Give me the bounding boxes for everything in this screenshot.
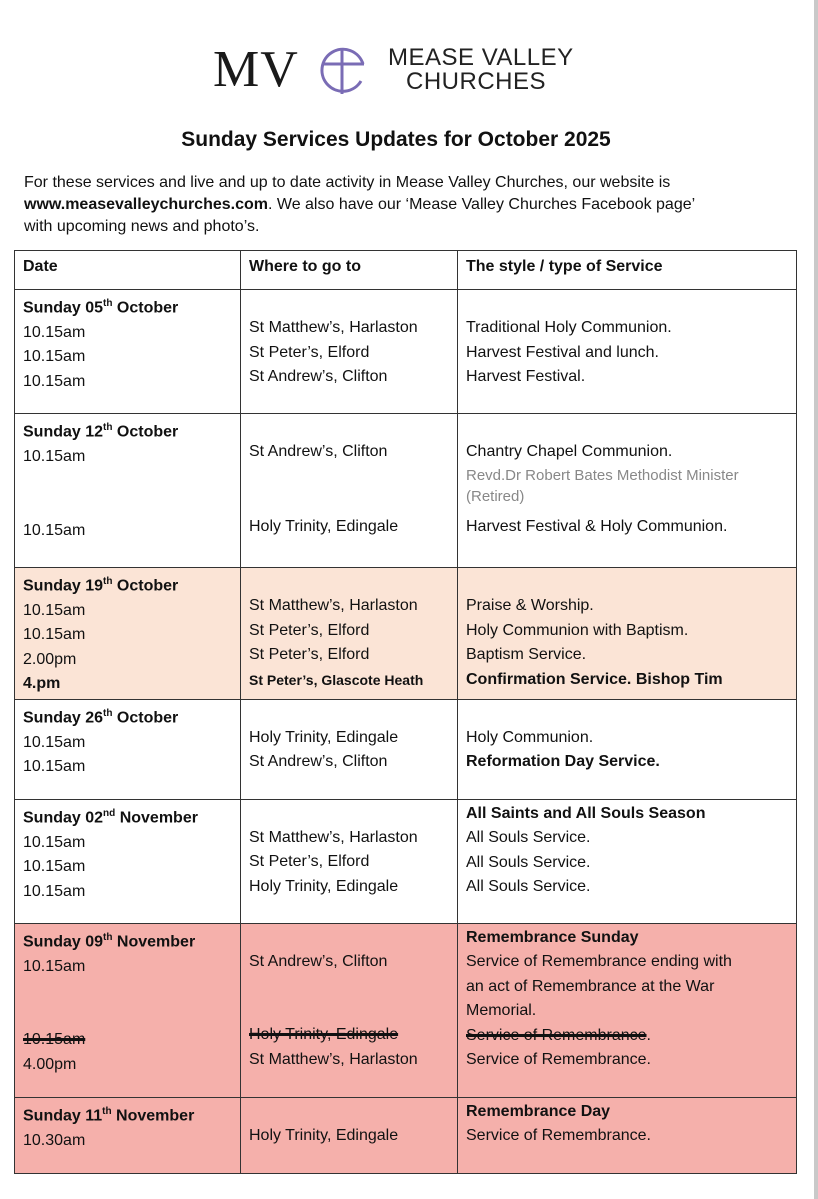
cancelled-place: Holy Trinity, Edingale [249, 1026, 399, 1044]
place: St Peter’s, Elford [249, 343, 370, 361]
place-cell [241, 923, 458, 1097]
place: St Peter’s, Elford [249, 853, 370, 871]
intro-text-2: . We also have our ‘Mease Valley Churches Facebook page’ [267, 196, 696, 213]
time: 10.15am [23, 348, 86, 366]
period: . [646, 1026, 651, 1044]
service: Reformation Day Service. [466, 753, 660, 771]
header-date: Date [15, 251, 241, 290]
section-heading: Remembrance Day [466, 1102, 611, 1120]
service: Harvest Festival & Holy Communion. [466, 517, 728, 535]
time: 10.15am [23, 758, 86, 776]
intro-paragraph [24, 172, 784, 238]
time: 10.15am [23, 858, 86, 876]
logo-line-2: CHURCHES [406, 68, 547, 95]
place: St Peter’s, Elford [249, 621, 370, 639]
service: Baptism Service. [466, 646, 587, 663]
date-heading: Sunday 12th October [23, 422, 179, 441]
service: Traditional Holy Communion. [466, 319, 672, 336]
place: St Matthew’s, Harlaston [249, 597, 418, 614]
service-cell [458, 923, 797, 1097]
table-row [15, 568, 797, 700]
page-edge-scrollbar [814, 0, 818, 1199]
table-row [15, 1097, 797, 1173]
intro-text-1: For these services and live and up to date activity in Mease Valley Churches, our website is [24, 174, 671, 191]
date-cell [15, 568, 241, 700]
place-cell [241, 568, 458, 700]
place: St Andrew’s, Clifton [249, 368, 388, 385]
service: Harvest Festival and lunch. [466, 343, 659, 361]
time: 10.15am [23, 833, 86, 851]
website-link[interactable]: www.measevalleychurches.com [24, 196, 268, 213]
place: St Andrew’s, Clifton [249, 952, 388, 970]
minister-note: Revd.Dr Robert Bates Methodist Minister [466, 466, 739, 484]
time: 10.15am [23, 733, 86, 751]
table-row [15, 799, 797, 923]
time: 4.00pm [23, 1055, 77, 1073]
place-cell [241, 699, 458, 799]
place: St Peter’s, Elford [249, 646, 370, 663]
service: Service of Remembrance. [466, 1127, 651, 1145]
service-cell [458, 568, 797, 700]
service-cell [458, 699, 797, 799]
cancelled-time: 10.15am [23, 1031, 86, 1049]
service: All Souls Service. [466, 878, 591, 896]
table-row [15, 923, 797, 1097]
service: Holy Communion. [466, 728, 594, 746]
service: Service of Remembrance ending with [466, 953, 732, 971]
intro-text-3: with upcoming news and photo’s. [24, 218, 260, 235]
service: All Souls Service. [466, 829, 591, 847]
time: 10.15am [23, 447, 86, 465]
date-cell [15, 923, 241, 1097]
time: 10.15am [23, 372, 86, 390]
place-cell [241, 1097, 458, 1173]
service: Confirmation Service. Bishop Tim [466, 670, 723, 688]
time: 10.15am [23, 323, 86, 341]
place-cell [241, 290, 458, 414]
time: 10.15am [23, 601, 86, 619]
service: Praise & Worship. [466, 597, 594, 614]
logo-monogram: MV [213, 41, 299, 98]
header-service: The style / type of Service [458, 251, 797, 290]
time: 10.30am [23, 1131, 86, 1149]
service-cell [458, 290, 797, 414]
time: 10.15am [23, 626, 86, 644]
minister-note: (Retired) [466, 487, 525, 505]
table-row [15, 414, 797, 568]
date-cell [15, 799, 241, 923]
place: St Andrew’s, Clifton [249, 443, 388, 460]
service-cell [458, 414, 797, 568]
table-row [15, 290, 797, 414]
date-cell [15, 414, 241, 568]
place: Holy Trinity, Edingale [249, 728, 399, 746]
date-heading: Sunday 05th October [23, 298, 179, 317]
date-heading: Sunday 02nd November [23, 807, 198, 827]
service: Holy Communion with Baptism. [466, 621, 689, 639]
place-cell [241, 799, 458, 923]
place: St Andrew’s, Clifton [249, 753, 388, 771]
place: Holy Trinity, Edingale [249, 517, 399, 535]
date-cell [15, 290, 241, 414]
time: 10.15am [23, 522, 86, 540]
service: Service of Remembrance. [466, 1051, 651, 1069]
section-heading: Remembrance Sunday [466, 928, 639, 946]
time: 4.pm [23, 675, 61, 693]
service: Harvest Festival. [466, 368, 586, 385]
time: 10.15am [23, 882, 86, 900]
church-cross-icon [319, 44, 369, 96]
table-header-row [15, 251, 797, 290]
cancelled-service: Service of Remembrance [466, 1026, 647, 1044]
place: St Matthew’s, Harlaston [249, 1050, 418, 1068]
place: Holy Trinity, Edingale [249, 1126, 399, 1144]
time: 10.15am [23, 957, 86, 975]
date-heading: Sunday 11th November [23, 1105, 195, 1125]
date-cell [15, 699, 241, 799]
service-cell [458, 799, 797, 923]
place: St Matthew’s, Harlaston [249, 828, 418, 846]
logo-org-name [388, 46, 574, 94]
place-cell [241, 414, 458, 568]
service: Memorial. [466, 1002, 537, 1020]
logo-line-1: MEASE VALLEY [388, 44, 574, 71]
cancelled-service-line [466, 1024, 788, 1049]
section-heading: All Saints and All Souls Season [466, 804, 706, 822]
page-title: Sunday Services Updates for October 2025 [181, 128, 611, 151]
place: Holy Trinity, Edingale [249, 877, 399, 895]
date-heading: Sunday 26th October [23, 707, 179, 727]
date-heading: Sunday 19th October [23, 576, 179, 595]
services-table [14, 250, 797, 1174]
time: 2.00pm [23, 650, 77, 668]
logo [213, 40, 593, 100]
date-cell [15, 1097, 241, 1173]
place: St Peter’s, Glascote Heath [249, 671, 424, 688]
service: Chantry Chapel Communion. [466, 443, 673, 460]
table-row [15, 699, 797, 799]
header-where: Where to go to [241, 251, 458, 290]
service-cell [458, 1097, 797, 1173]
service: All Souls Service. [466, 853, 591, 871]
date-heading: Sunday 09th November [23, 931, 196, 951]
service: an act of Remembrance at the War [466, 977, 715, 995]
place: St Matthew’s, Harlaston [249, 319, 418, 336]
